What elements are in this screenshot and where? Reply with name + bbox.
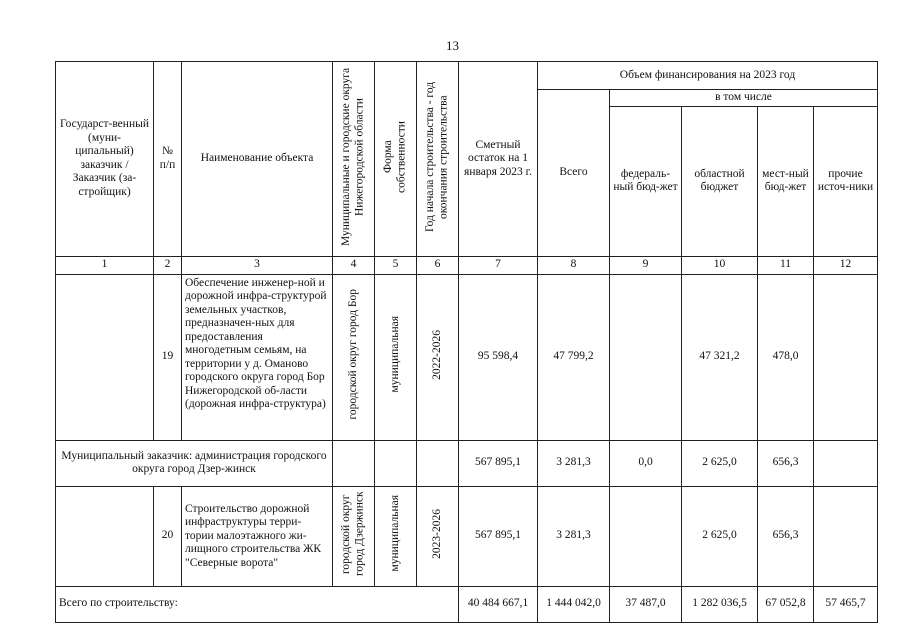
local-cell: 656,3 [758, 440, 814, 486]
totals-row [56, 586, 878, 622]
header-number: № п/п [154, 62, 182, 257]
regional-cell: 1 282 036,5 [682, 586, 758, 622]
header-district: Муниципальные и городские округа Нижегородской области [333, 62, 375, 257]
other-cell [814, 274, 878, 440]
regional-cell: 47 321,2 [682, 274, 758, 440]
local-cell: 478,0 [758, 274, 814, 440]
col-number: 11 [758, 256, 814, 274]
row-number: 20 [154, 486, 182, 586]
total-cell: 47 799,2 [538, 274, 610, 440]
col-number: 5 [375, 256, 417, 274]
header-years: Год начала строительства - год окончания строительства [417, 62, 459, 257]
header-funding-group: Объем финансирования на 2023 год [538, 62, 878, 90]
federal-cell [610, 486, 682, 586]
col-number: 7 [459, 256, 538, 274]
totals-label: Всего по строительству: [56, 586, 459, 622]
estimate-cell: 567 895,1 [459, 440, 538, 486]
regional-cell: 2 625,0 [682, 440, 758, 486]
header-other: прочие источ-ники [814, 106, 878, 256]
years-cell: 2023-2026 [417, 486, 459, 586]
district-cell: городской округ город Бор [333, 274, 375, 440]
other-cell [814, 486, 878, 586]
total-cell: 3 281,3 [538, 440, 610, 486]
total-cell: 3 281,3 [538, 486, 610, 586]
header-regional: областной бюджет [682, 106, 758, 256]
col-number: 2 [154, 256, 182, 274]
table-row [56, 486, 878, 586]
federal-cell: 0,0 [610, 440, 682, 486]
col-number: 10 [682, 256, 758, 274]
col-number: 9 [610, 256, 682, 274]
col-number: 4 [333, 256, 375, 274]
header-including-group: в том числе [610, 90, 878, 107]
header-estimate: Сметный остаток на 1 января 2023 г. [459, 62, 538, 257]
estimate-cell: 95 598,4 [459, 274, 538, 440]
local-cell: 656,3 [758, 486, 814, 586]
total-cell: 1 444 042,0 [538, 586, 610, 622]
header-total: Всего [538, 90, 610, 257]
regional-cell: 2 625,0 [682, 486, 758, 586]
col-number: 6 [417, 256, 459, 274]
col-number: 12 [814, 256, 878, 274]
financing-table [55, 61, 878, 623]
page-number: 13 [446, 38, 459, 53]
header-object-name: Наименование объекта [182, 62, 333, 257]
other-cell [814, 440, 878, 486]
header-federal: федераль-ный бюд-жет [610, 106, 682, 256]
table-row [56, 274, 878, 440]
ownership-cell: муниципальная [375, 486, 417, 586]
header-local: мест-ный бюд-жет [758, 106, 814, 256]
customer-row [56, 440, 878, 486]
object-name: Обеспечение инженер-ной и дорожной инфра-структурой земельных участков, предназначен-ных для предоставления многодетным семьям, на территории у д. Оманово городского округа город Бор Нижегородской об-ласти (дорожная инфра-структура) [182, 274, 333, 440]
row-number: 19 [154, 274, 182, 440]
object-name: Строительство дорожной инфраструктуры терри-тории малоэтажного жи-лищного строительства ЖК "Северные ворота" [182, 486, 333, 586]
customer-label: Муниципальный заказчик: администрация городского округа город Дзер-жинск [56, 440, 333, 486]
estimate-cell: 40 484 667,1 [459, 586, 538, 622]
local-cell: 67 052,8 [758, 586, 814, 622]
header-customer: Государст-венный (муни-ципальный) заказчик / Заказчик (за-стройщик) [56, 62, 154, 257]
header-ownership: Форма собственности [375, 62, 417, 257]
ownership-cell: муниципальная [375, 274, 417, 440]
column-numbers-row [56, 256, 878, 274]
col-number: 1 [56, 256, 154, 274]
federal-cell: 37 487,0 [610, 586, 682, 622]
other-cell: 57 465,7 [814, 586, 878, 622]
federal-cell [610, 274, 682, 440]
district-cell: городской округ город Дзержинск [333, 486, 375, 586]
estimate-cell: 567 895,1 [459, 486, 538, 586]
col-number: 8 [538, 256, 610, 274]
col-number: 3 [182, 256, 333, 274]
years-cell: 2022-2026 [417, 274, 459, 440]
